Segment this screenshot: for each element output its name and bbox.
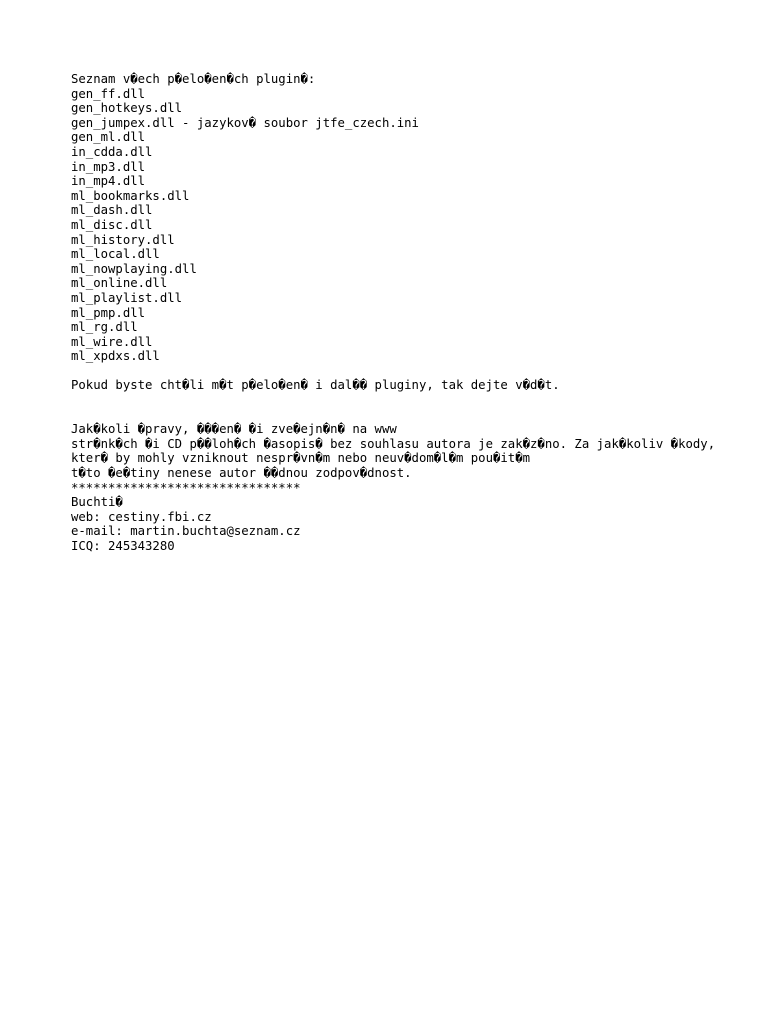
license-text: t�to �e�tiny nenese autor ��dnou zodpov�dnost. [71,466,412,481]
blank-line [71,393,731,408]
plugin-line: ml_online.dll [71,276,168,291]
plugin-line: ml_pmp.dll [71,305,146,320]
plugin-line: in_mp3.dll [71,159,146,174]
license-text: kter� by mohly vzniknout nespr�vn�m nebo neuv�dom�l�m pou�it�m [71,451,531,466]
blank-line [71,364,731,379]
author-web: web: cestiny.fbi.cz [71,509,212,524]
heading-plugin-list: Seznam v�ech p�elo�en�ch plugin�: [71,72,316,86]
author-icq: ICQ: 245343280 [71,539,175,553]
author-email: e-mail: martin.buchta@seznam.cz [71,524,301,539]
blank-line [71,408,731,423]
separator-line: ******************************* [71,480,301,495]
plugin-line: ml_disc.dll [71,217,153,232]
plugin-line: ml_history.dll [71,232,175,247]
plugin-line: in_mp4.dll [71,174,146,189]
plugin-line: ml_playlist.dll [71,290,183,305]
request-note: Pokud byste cht�li m�t p�elo�en� i dal�� pluginy, tak dejte v�d�t. [71,378,560,393]
license-text: str�nk�ch �i CD p��loh�ch �asopis� bez souhlasu autora je zak�z�no. Za jak�koliv �kody, [71,436,716,451]
plugin-line: ml_xpdxs.dll [71,349,160,364]
plugin-line: gen_hotkeys.dll [71,101,183,116]
plugin-line: gen_ff.dll [71,86,146,101]
plugin-line: in_cdda.dll [71,144,153,159]
author-name: Buchti� [71,495,123,510]
plugin-line: ml_wire.dll [71,334,153,349]
plugin-line: gen_jumpex.dll - jazykov� soubor jtfe_czech.ini [71,115,419,130]
text-document [71,72,731,554]
plugin-line: gen_ml.dll [71,130,146,145]
plugin-line: ml_bookmarks.dll [71,188,190,203]
plugin-line: ml_local.dll [71,247,160,262]
license-text: Jak�koli �pravy, ���en� �i zve�ejn�n� na www [71,422,397,437]
plugin-line: ml_rg.dll [71,320,138,335]
plugin-line: ml_dash.dll [71,203,153,218]
plugin-line: ml_nowplaying.dll [71,261,197,276]
